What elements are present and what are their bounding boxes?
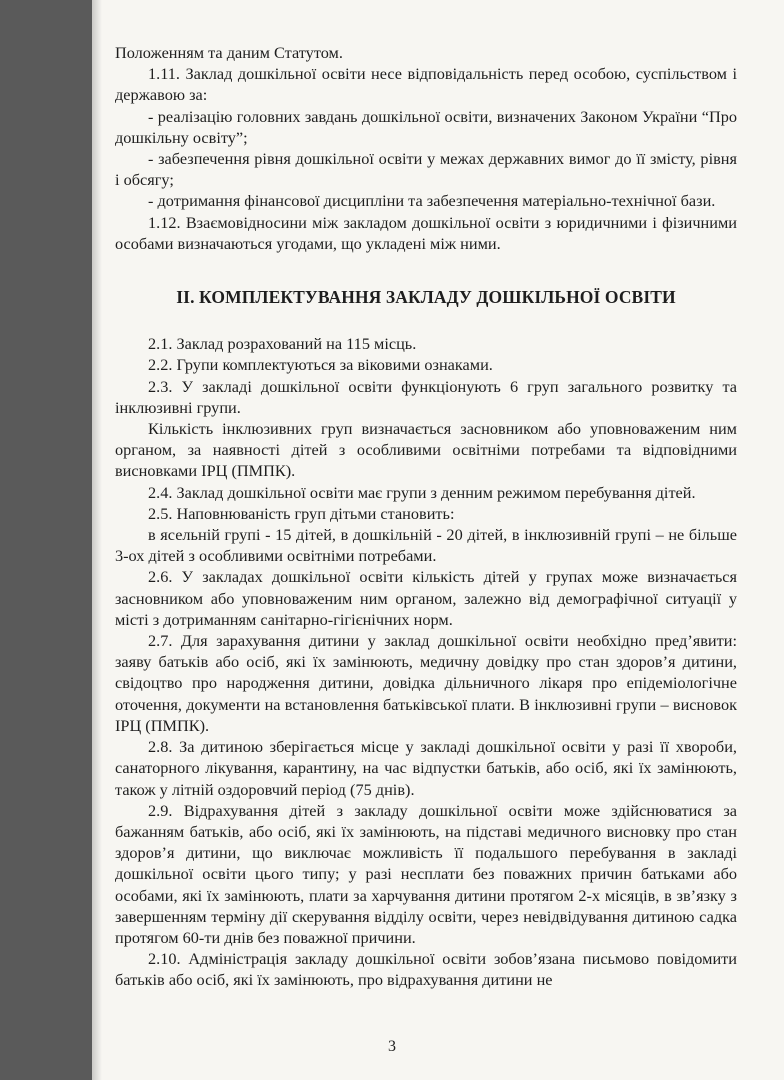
page-edge-shadow	[92, 0, 102, 1080]
paragraph: 2.6. У закладах дошкільної освіти кількість дітей у групах може визначається засновником або уповноваженим ним органом, залежно від демографічної ситуації у місті з дотриманням санітарно-гігієнічних норм.	[115, 567, 737, 629]
section-heading: ІІ. КОМПЛЕКТУВАННЯ ЗАКЛАДУ ДОШКІЛЬНОЇ ОСВІТИ	[176, 287, 676, 308]
paragraph: 2.10. Адміністрація закладу дошкільної освіти зобов’язана письмово повідомити батьків або осіб, які їх замінюють, про відрахування дитини не	[115, 949, 737, 990]
paragraph: 2.4. Заклад дошкільної освіти має групи з денним режимом перебування дітей.	[148, 482, 696, 502]
paragraph: в ясельній групі - 15 дітей, в дошкільній - 20 дітей, в інклюзивній групі – не більше 3-ох дітей з особливими освітніми потребами.	[115, 525, 737, 566]
section-one-tail	[115, 42, 737, 254]
page-number: 3	[388, 1038, 396, 1055]
paragraph: - реалізацію головних завдань дошкільної освіти, визначених Законом України “Про дошкільну освіту”;	[115, 106, 737, 147]
paragraph: - забезпечення рівня дошкільної освіти у межах державних вимог до її змісту, рівня і обсягу;	[115, 149, 737, 190]
paragraph: 1.12. Взаємовідносини між закладом дошкільної освіти з юридичними і фізичними особами визначаються угодами, що укладені між ними.	[115, 212, 737, 253]
paragraph: 1.11. Заклад дошкільної освіти несе відповідальність перед особою, суспільством і державою за:	[115, 64, 737, 105]
paragraph: 2.8. За дитиною зберігається місце у закладі дошкільної освіти у разі її хвороби, санаторного лікування, карантину, на час відпустки батьків, або осіб, які їх замінюють, також у літній оздоровчий період (75 днів).	[115, 737, 737, 799]
paragraph: 2.2. Групи комплектуються за віковими ознаками.	[148, 355, 493, 375]
paragraph: 2.1. Заклад розрахований на 115 місць.	[148, 334, 417, 354]
paragraph: 2.7. Для зарахування дитини у заклад дошкільної освіти необхідно пред’явити: заяву батьків або осіб, які їх замінюють, медичну довідку про стан здоров’я дитини, свідоцтво про народження дитини, довідка дільничного лікаря про епідеміологічне оточення, документи на встановлення батьківської плати. В інклюзивні групи – висновок ІРЦ (ПМПК).	[115, 631, 737, 735]
paragraph: 2.9. Відрахування дітей з закладу дошкільної освіти може здійснюватися за бажанням батьків, або осіб, які їх замінюють, на підставі медичного висновку про стан здоров’я дитини, що виключає можливість її подальшого перебування в закладі дошкільної освіти цього типу; у разі несплати без поважних причин батьками або особами, які їх замінюють, плати за харчування дитини протягом 2-х місяців, в зв’язку з завершенням терміну дії скерування відділу освіти, через невідвідування дитиною садка протягом 60-ти днів без поважної причини.	[115, 800, 737, 947]
paragraph: Кількість інклюзивних груп визначається засновником або уповноваженим ним органом, за наявності дітей з особливими освітніми потребами та відповідними висновками ІРЦ (ПМПК).	[115, 419, 737, 481]
paragraph: - дотримання фінансової дисципліни та забезпечення матеріально-технічної бази.	[148, 191, 716, 211]
paragraph: 2.3. У закладі дошкільної освіти функціонують 6 груп загального розвитку та інклюзивні групи.	[115, 376, 737, 417]
paragraph: 2.5. Наповнюваність груп дітьми становить:	[148, 503, 455, 523]
section-two-body	[115, 333, 737, 990]
paragraph: Положенням та даним Статутом.	[115, 43, 343, 62]
document-body	[115, 42, 737, 991]
